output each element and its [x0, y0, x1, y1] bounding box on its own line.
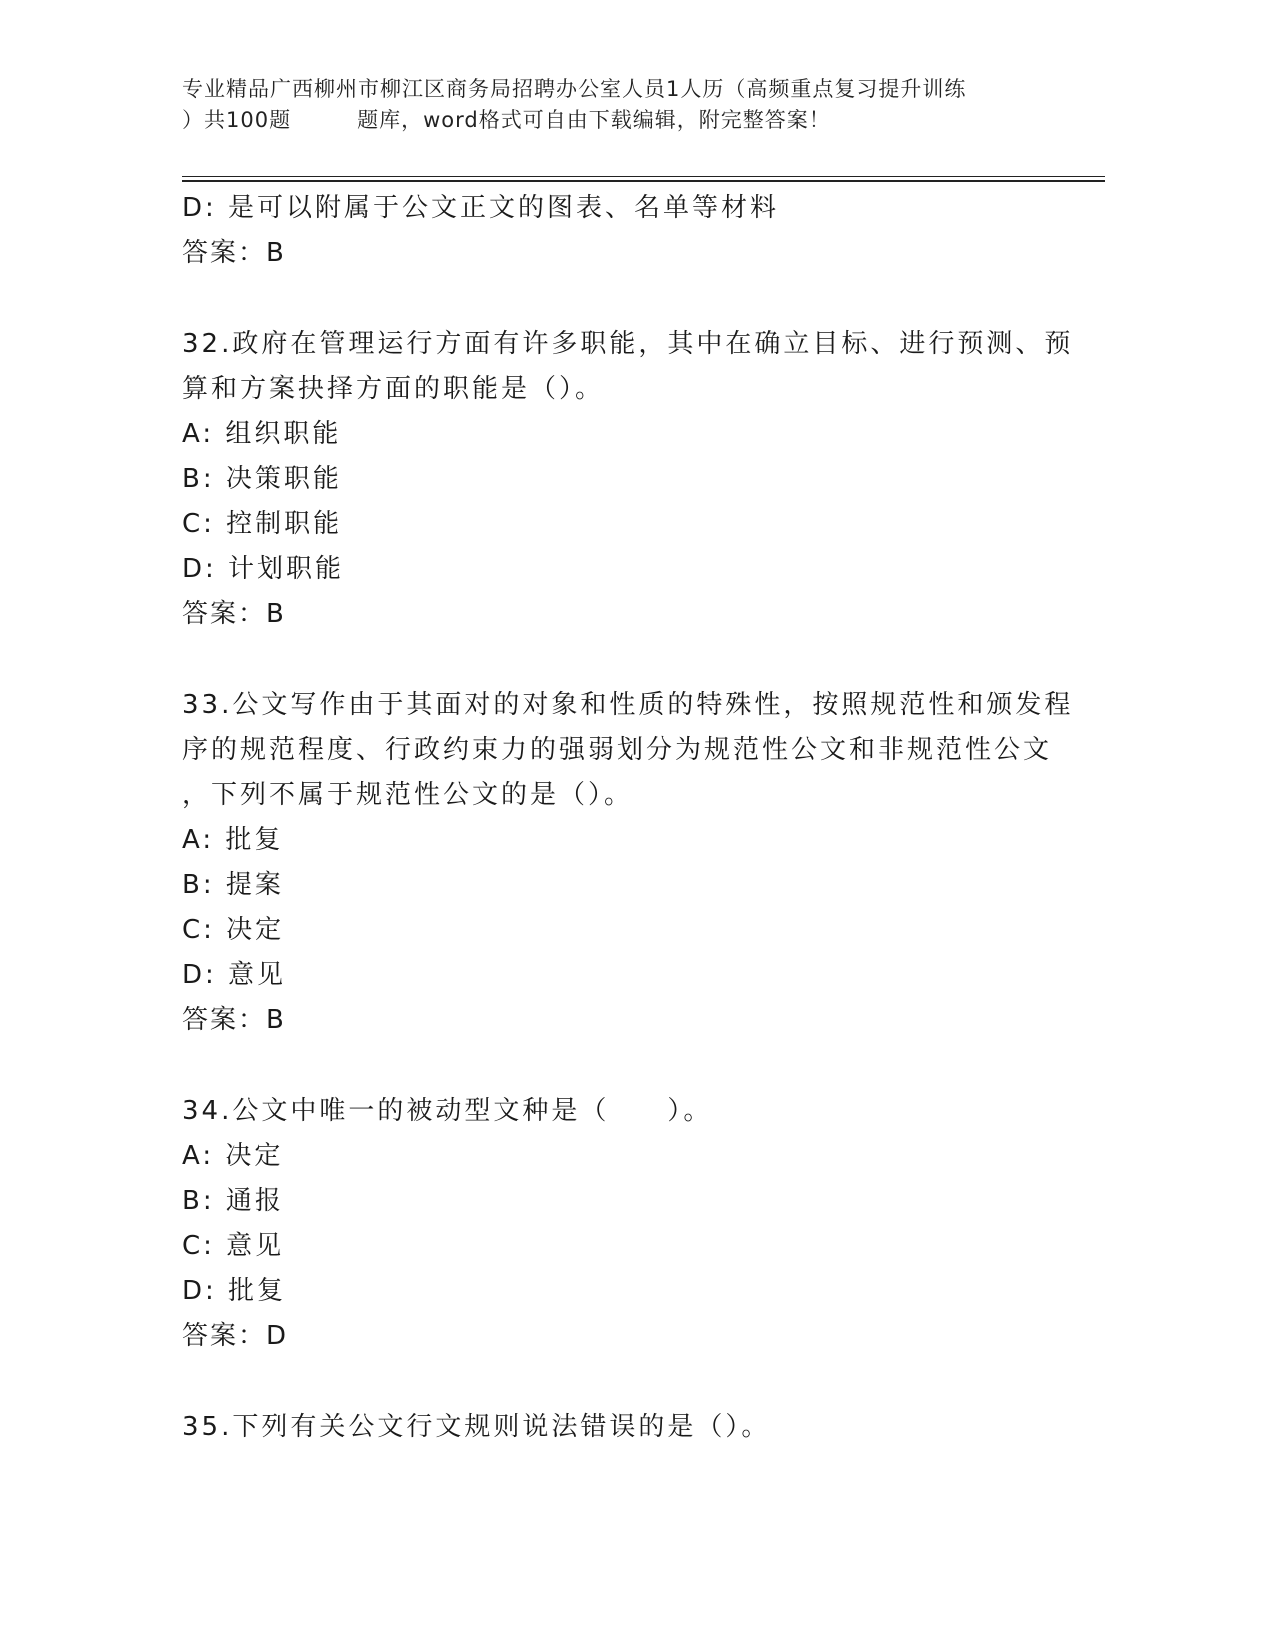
- option-d: D: 计划职能: [182, 554, 345, 584]
- question-31-tail: [182, 186, 1062, 276]
- question-stem-line: 34.公文中唯一的被动型文种是（ ）。: [182, 1096, 713, 1126]
- question-32: [182, 322, 1074, 637]
- question-stem-line: 算和方案抉择方面的职能是（）。: [182, 374, 605, 404]
- question-content: [182, 186, 1074, 1450]
- answer-line: 答案：B: [182, 1005, 286, 1035]
- option-a: A: 批复: [182, 825, 284, 855]
- option-d: D: 批复: [182, 1276, 287, 1306]
- header-rule-thick: [182, 180, 1105, 182]
- page-header: [182, 74, 1082, 136]
- option-a: A: 决定: [182, 1141, 284, 1171]
- option-b: B: 通报: [182, 1186, 284, 1216]
- question-stem-line: ，下列不属于规范性公文的是（）。: [182, 780, 634, 810]
- header-title-line-2: ）共100题 题库，word格式可自由下载编辑，附完整答案！: [182, 108, 831, 132]
- header-title-line-1: 专业精品广西柳州市柳江区商务局招聘办公室人员1人历（高频重点复习提升训练: [182, 77, 967, 101]
- option-b: B: 提案: [182, 870, 284, 900]
- question-35: [182, 1405, 1062, 1450]
- answer-line: 答案：D: [182, 1321, 289, 1351]
- spacer: [182, 637, 1062, 683]
- question-34: [182, 1089, 1062, 1359]
- spacer: [182, 1043, 1062, 1089]
- option-d: D: 是可以附属于公文正文的图表、名单等材料: [182, 193, 780, 223]
- option-d: D: 意见: [182, 960, 287, 990]
- answer-line: 答案：B: [182, 238, 286, 268]
- header-rule-thin: [182, 176, 1105, 177]
- question-33: [182, 683, 1074, 1043]
- option-b: B: 决策职能: [182, 464, 342, 494]
- option-a: A: 组织职能: [182, 419, 342, 449]
- spacer: [182, 1359, 1062, 1405]
- question-stem-line: 35.下列有关公文行文规则说法错误的是（）。: [182, 1412, 771, 1442]
- question-stem-line: 33.公文写作由于其面对的对象和性质的特殊性，按照规范性和颁发程: [182, 690, 1074, 720]
- header-double-rule: [182, 176, 1105, 182]
- spacer: [182, 276, 1062, 322]
- option-c: C: 意见: [182, 1231, 285, 1261]
- question-stem-line: 32.政府在管理运行方面有许多职能，其中在确立目标、进行预测、预: [182, 329, 1074, 359]
- answer-line: 答案：B: [182, 599, 286, 629]
- option-c: C: 决定: [182, 915, 285, 945]
- question-stem-line: 序的规范程度、行政约束力的强弱划分为规范性公文和非规范性公文: [182, 735, 1053, 765]
- option-c: C: 控制职能: [182, 509, 343, 539]
